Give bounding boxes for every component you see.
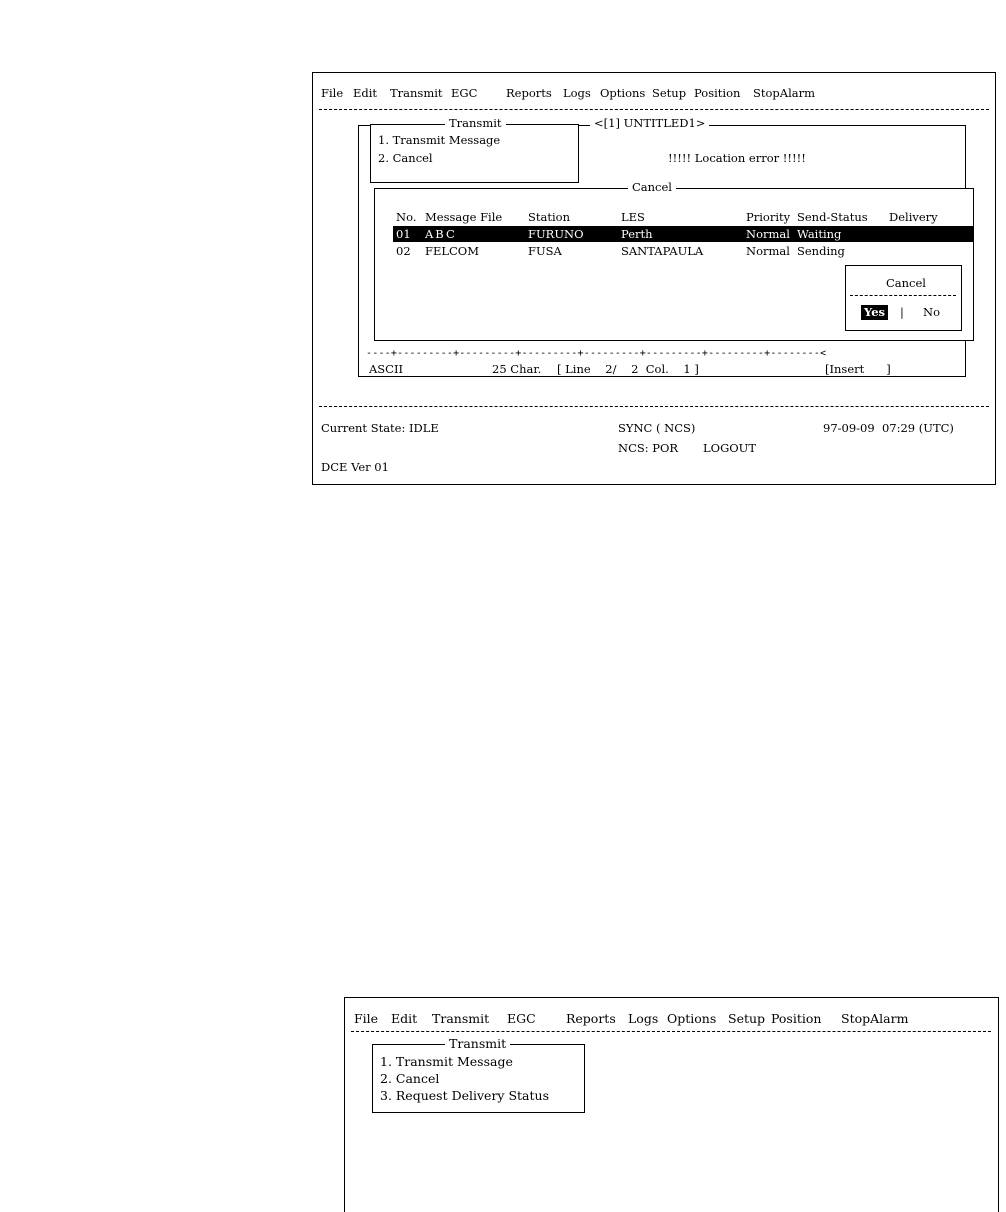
editor-title: <[1] UNTITLED1> [590,117,709,130]
menu-reports[interactable]: Reports [506,86,552,100]
menu-position[interactable]: Position [694,86,741,100]
row-les: SANTAPAULA [621,244,704,258]
menu-setup[interactable]: Setup [652,86,687,100]
sync-status: SYNC ( NCS) [618,421,696,435]
menu-file[interactable]: File [354,1011,379,1026]
footer-divider [319,406,989,407]
row-send-status: Sending [797,244,845,258]
transmit-message-item[interactable]: 1. Transmit Message [380,1054,513,1069]
yes-button[interactable]: Yes [861,305,888,320]
menu-stopalarm[interactable]: StopAlarm [841,1011,909,1026]
header-les: LES [621,210,645,224]
menu-options[interactable]: Options [600,86,646,100]
menu-reports[interactable]: Reports [566,1011,616,1026]
menu-transmit[interactable]: Transmit [432,1011,490,1026]
menu-edit[interactable]: Edit [353,86,378,100]
header-station: Station [528,210,570,224]
menu-edit[interactable]: Edit [391,1011,418,1026]
row-priority: Normal [746,244,790,258]
menu-setup[interactable]: Setup [728,1011,766,1026]
row-message-file: FELCOM [425,244,480,258]
screen1-frame [312,72,996,485]
char-count: 25 Char. [492,362,542,376]
confirm-title: Cancel [886,276,926,290]
ruler-line: ----+---------+---------+---------+---------+---------+---------+--------< [366,348,827,359]
menu-bar [313,73,997,109]
transmit-message-item[interactable]: 1. Transmit Message [378,133,501,147]
cursor-position: [ Line 2/ 2 Col. 1 ] [557,362,699,376]
table-row[interactable] [393,226,973,242]
menu-stopalarm[interactable]: StopAlarm [753,86,816,100]
current-state: Current State: IDLE [321,421,439,435]
insert-mode: [Insert ] [825,362,891,376]
table-row[interactable] [393,243,845,259]
request-delivery-status-item[interactable]: 3. Request Delivery Status [380,1088,549,1103]
ncs-label: NCS: POR [618,441,679,455]
menu-bar [345,998,995,1028]
row-send-status: Waiting [797,227,842,241]
confirm-divider [850,295,956,296]
row-no: 01 [396,227,411,241]
menu-divider [319,109,989,110]
row-no: 02 [396,244,411,258]
menu-egc[interactable]: EGC [507,1011,536,1026]
date-time: 97-09-09 07:29 (UTC) [823,421,954,435]
header-send-status: Send-Status [797,210,868,224]
menu-logs[interactable]: Logs [563,86,591,100]
menu-options[interactable]: Options [667,1011,717,1026]
menu-file[interactable]: File [321,86,344,100]
confirm-dialog [845,265,962,331]
menu-logs[interactable]: Logs [628,1011,659,1026]
no-button[interactable]: No [923,305,940,319]
header-message-file: Message File [425,210,503,224]
mode-indicator: ASCII [369,362,404,376]
confirm-separator: | [900,305,904,319]
menu-egc[interactable]: EGC [451,86,478,100]
menu-transmit[interactable]: Transmit [390,86,443,100]
logout-status: LOGOUT [703,441,757,455]
cancel-window-title: Cancel [628,181,676,194]
cancel-table [374,188,974,258]
row-station: FURUNO [528,227,584,241]
menu-divider [351,1031,991,1032]
version-label: DCE Ver 01 [321,460,389,474]
header-no: No. [396,210,417,224]
row-message-file: ABC [425,227,457,241]
menu-position[interactable]: Position [771,1011,822,1026]
row-priority: Normal [746,227,790,241]
transmit-menu-title: Transmit [445,1037,510,1050]
header-priority: Priority [746,210,791,224]
row-station: FUSA [528,244,562,258]
header-delivery: Delivery [889,210,938,224]
cancel-item[interactable]: 2. Cancel [378,151,433,165]
row-les: Perth [621,227,653,241]
transmit-menu-title: Transmit [445,117,506,130]
cancel-item[interactable]: 2. Cancel [380,1071,440,1086]
location-error-text: !!!!! Location error !!!!! [668,151,806,165]
screen2-frame [344,997,999,1212]
